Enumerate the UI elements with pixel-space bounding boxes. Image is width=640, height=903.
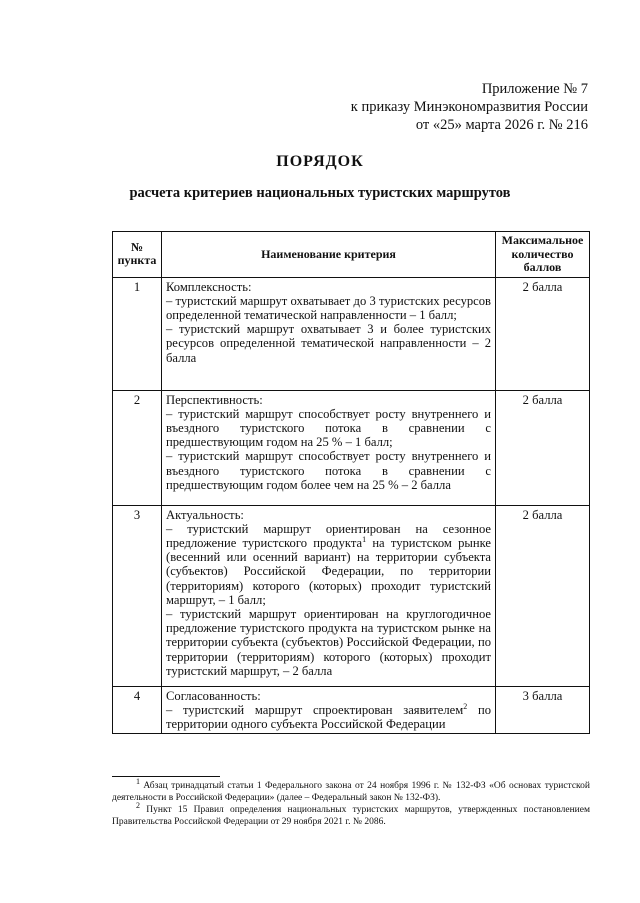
max-score: 2 балла [496,505,590,686]
criterion-option: – туристский маршрут способствует росту внутреннего и въездного туристского потока в сравнении с предшествующим годом более чем на 25 % – 2 балла [166,449,491,492]
table-header-row [113,232,590,278]
footnote-divider [112,776,220,777]
footnote-text: Абзац тринадцатый статьи 1 Федерального закона от 24 ноября 1996 г. № 132-ФЗ «Об основах туристской деятельности в Российской Федерации» (далее – Федеральный закон № 132-ФЗ). [112,781,590,803]
order-date-number: от «25» марта 2026 г. № 216 [415,117,588,133]
max-score: 2 балла [496,390,590,505]
footnotes [112,776,590,828]
criterion-option [166,522,491,607]
option-text: – туристский маршрут ориентирован на сезонное предложение туристского продукта [166,521,491,550]
footnote-ref-1: 1 [362,534,367,544]
table-row [113,277,590,390]
header-number: № пункта [113,232,162,278]
row-number: 3 [113,505,162,686]
table-row [113,390,590,505]
header-max-score: Максимальное количество баллов [496,232,590,278]
criterion-title: Перспективность: [166,392,263,407]
criterion-cell [162,686,496,734]
criterion-cell [162,390,496,505]
max-score: 2 балла [496,277,590,390]
table-row [113,505,590,686]
criterion-option: – туристский маршрут охватывает 3 и более туристских ресурсов определенной тематической направленности – 2 балла [166,322,491,365]
footnote-number: 2 [136,800,140,810]
header-criterion-name: Наименование критерия [162,232,496,278]
criterion-option: – туристский маршрут способствует росту внутреннего и въездного туристского потока в сравнении с предшествующим годом на 25 % – 1 балл; [166,406,491,450]
criteria-table [112,231,590,734]
order-reference: к приказу Минэкономразвития России [350,99,588,115]
row-number: 4 [113,686,162,734]
criterion-option [166,703,491,731]
criterion-option: – туристский маршрут ориентирован на круглогодичное предложение туристского продукта на туристском рынке на территории субъекта (субъектов) Российской Федерации, по территории (территориям) которого (которых) проходит туристский маршрут, – 2 балла [166,606,491,678]
criterion-title: Актуальность: [166,507,244,522]
table-row [113,686,590,734]
option-text: на туристском рынке (весенний или осенний вариант) на территории субъекта (субъектов) Российской Федерации, по территории (территориям) которого (которых) проходит туристский маршрут, – 1 балл; [166,535,491,607]
footnote-ref-2: 2 [463,701,468,711]
footnote-text: Пункт 15 Правил определения национальных туристских маршрутов, утвержденных постановлением Правительства Российской Федерации от 29 ноября 2021 г. № 2086. [112,805,590,827]
document-title: ПОРЯДОК [276,153,364,170]
footnote [112,776,590,804]
footnote [112,800,590,828]
appendix-line: Приложение № 7 [481,81,588,97]
option-text: – туристский маршрут спроектирован заявителем [166,702,464,717]
appendix-block [351,80,588,134]
footnote-number: 1 [136,776,140,786]
row-number: 2 [113,390,162,505]
row-number: 1 [113,277,162,390]
criterion-title: Комплексность: [166,279,252,294]
criterion-title: Согласованность: [166,688,261,703]
criterion-cell [162,505,496,686]
document-subtitle: расчета критериев национальных туристских маршрутов [129,185,511,201]
option-text: по территории одного субъекта Российской Федерации [166,702,491,731]
max-score: 3 балла [496,686,590,734]
criterion-cell [162,277,496,390]
criterion-option: – туристский маршрут охватывает до 3 туристских ресурсов определенной тематической направленности – 1 балл; [166,293,491,322]
